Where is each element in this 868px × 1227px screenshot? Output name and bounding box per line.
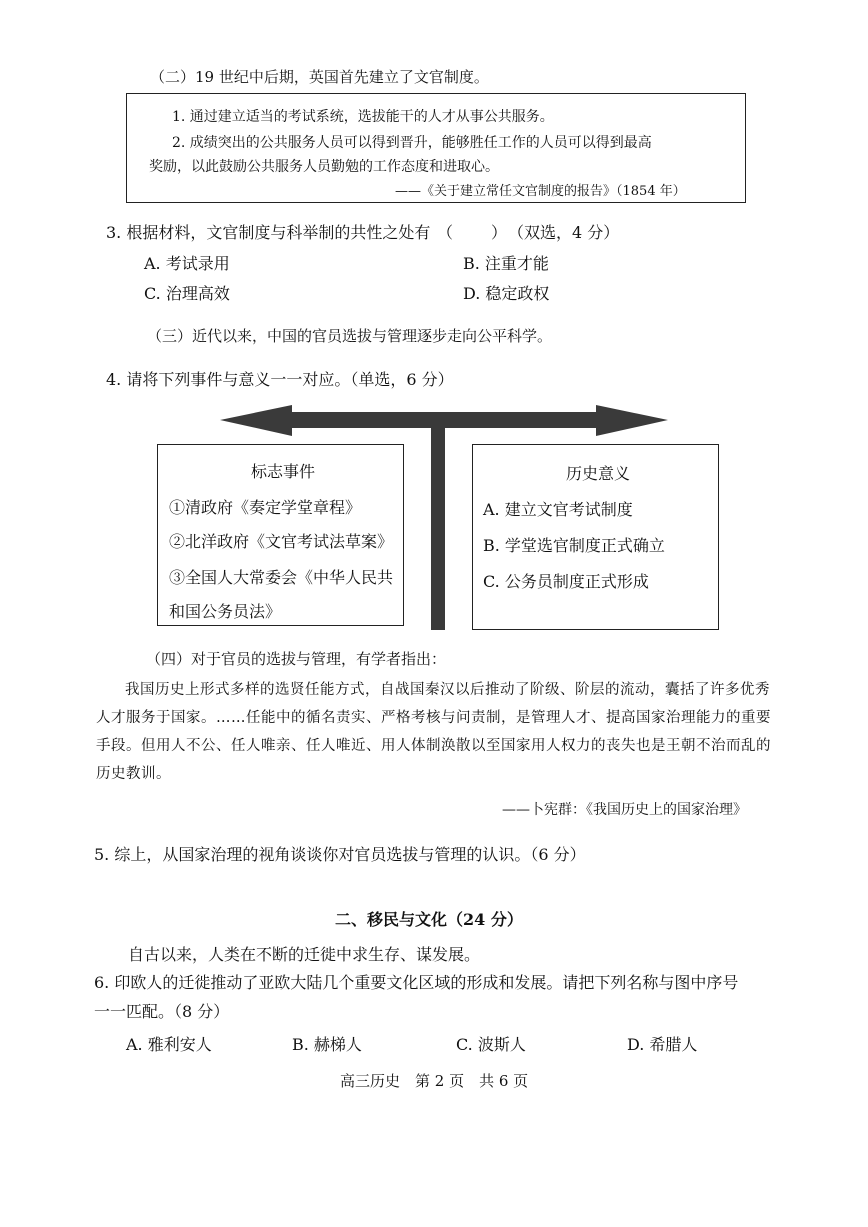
section-4-intro: （四）对于官员的选拔与管理，有学者指出：: [146, 650, 447, 668]
event-item: ②北洋政府《文官考试法草案》: [169, 532, 394, 551]
part-2-title: 二、移民与文化（24 分）: [335, 910, 523, 929]
part-2-intro: 自古以来，人类在不断的迁徙中求生存、谋发展。: [128, 945, 481, 964]
q6-stem-line-1: 6. 印欧人的迁徙推动了亚欧大陆几个重要文化区域的形成和发展。请把下列名称与图中序号: [94, 973, 739, 992]
q3-stem: 3. 根据材料，文官制度与科举制的共性之处有: [106, 223, 431, 242]
q6-option-c[interactable]: C. 波斯人: [456, 1035, 526, 1054]
events-title: 标志事件: [251, 462, 316, 481]
meanings-title: 历史意义: [566, 464, 631, 483]
report-source: ——《关于建立常任文官制度的报告》（1854 年）: [395, 184, 686, 199]
q3-bracket-open: （: [437, 223, 454, 242]
meanings-box: [472, 444, 719, 630]
scholar-paragraph: 我国历史上形式多样的选贤任能方式，自战国秦汉以后推动了阶级、阶层的流动，囊括了许多优秀人才服务于国家。……任能中的循名责实、严格考核与问责制，是管理人才、提高国家治理能力的重要手段。但用人不公、任人唯亲、任人唯近、用人体制涣散以至国家用人权力的丧失也是王朝不治而乱的历史教训。: [96, 682, 771, 782]
q6-option-a[interactable]: A. 雅利安人: [126, 1035, 212, 1054]
q3-option-a[interactable]: A. 考试录用: [144, 254, 230, 273]
q4-stem: 4. 请将下列事件与意义一一对应。（单选，6 分）: [106, 370, 454, 389]
events-box: [157, 444, 404, 626]
report-line-2: 2. 成绩突出的公共服务人员可以得到晋升，能够胜任工作的人员可以得到最高: [172, 135, 652, 151]
meaning-item: C. 公务员制度正式形成: [483, 572, 649, 591]
q6-option-d[interactable]: D. 希腊人: [627, 1035, 698, 1054]
section-3-intro: （三）近代以来，中国的官员选拔与管理逐步走向公平科学。: [147, 327, 553, 345]
meaning-item: A. 建立文官考试制度: [483, 500, 633, 519]
event-item: ③全国人大常委会《中华人民共: [169, 568, 394, 587]
q5-stem: 5. 综上，从国家治理的视角谈谈你对官员选拔与管理的认识。（6 分）: [94, 845, 586, 864]
q6-option-b[interactable]: B. 赫梯人: [292, 1035, 362, 1054]
arrow-stem: [431, 418, 445, 630]
left-arrow-head: [220, 405, 292, 436]
page-footer: 高三历史 第 2 页 共 6 页: [340, 1072, 529, 1090]
event-item-continued: 和国公务员法》: [169, 602, 282, 621]
meaning-item: B. 学堂选官制度正式确立: [483, 536, 665, 555]
q3-option-d[interactable]: D. 稳定政权: [463, 284, 550, 303]
q3-bracket-close: ）: [491, 223, 508, 242]
section-2-intro: （二）19 世纪中后期，英国首先建立了文官制度。: [150, 68, 489, 86]
right-arrow-head: [596, 405, 668, 436]
event-item: ①清政府《奏定学堂章程》: [169, 498, 362, 517]
q6-stem-line-2: 一一匹配。（8 分）: [94, 1002, 230, 1021]
q3-tail: （双选，4 分）: [508, 223, 620, 242]
report-line-3: 奖励，以此鼓励公共服务人员勤勉的工作态度和进取心。: [149, 159, 499, 175]
q3-option-b[interactable]: B. 注重才能: [463, 254, 549, 273]
report-line-1: 1. 通过建立适当的考试系统，选拔能干的人才从事公共服务。: [172, 109, 554, 125]
q3-option-c[interactable]: C. 治理高效: [144, 284, 230, 303]
scholar-source: ——卜宪群：《我国历史上的国家治理》: [502, 802, 747, 818]
